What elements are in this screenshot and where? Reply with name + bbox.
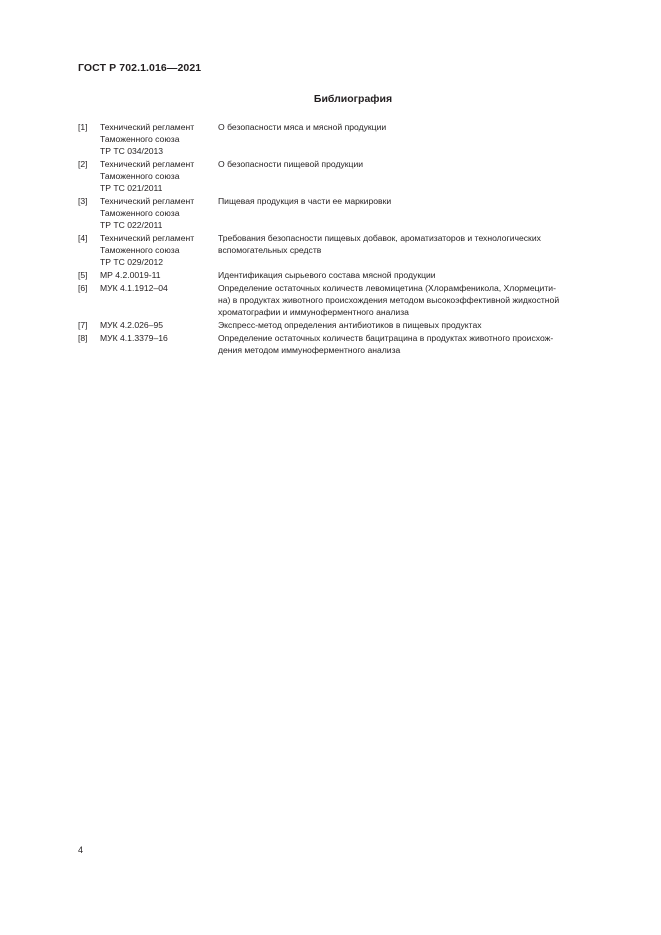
entry-source: МУК 4.1.1912–04 — [100, 283, 168, 293]
section-title: Библиография — [313, 93, 393, 105]
bibliography-entry — [78, 269, 616, 281]
entry-number: [8] — [78, 333, 88, 343]
entry-source: Технический регламент Таможенного союза ТР ТС 021/2011 — [100, 159, 195, 193]
entry-title: Определение остаточных количеств левомицетина (Хлорамфеникола, Хлормецити- на) в продуктах животного происхождения методом высокоэффективной жидкостной хроматографии и иммуноферментного анализа — [218, 283, 560, 317]
entry-source: МУК 4.2.026–95 — [100, 320, 164, 330]
entry-source: Технический регламент Таможенного союза ТР ТС 034/2013 — [100, 122, 195, 156]
entry-number: [1] — [78, 122, 88, 132]
document-id: ГОСТ Р 702.1.016—2021 — [78, 62, 202, 74]
entry-source: МР 4.2.0019-11 — [100, 270, 161, 280]
entry-title: О безопасности мяса и мясной продукции — [218, 122, 387, 132]
entry-number: [6] — [78, 283, 88, 293]
entry-number: [2] — [78, 159, 88, 169]
entry-source: МУК 4.1.3379–16 — [100, 333, 168, 343]
entry-number: [7] — [78, 320, 88, 330]
bibliography-entry — [78, 332, 616, 356]
entry-title: Определение остаточных количеств бацитрацина в продуктах животного происхож- дения методом иммуноферментного анализа — [218, 333, 554, 355]
entry-source: Технический регламент Таможенного союза ТР ТС 022/2011 — [100, 196, 195, 230]
page-number: 4 — [78, 845, 84, 855]
bibliography-entry — [78, 121, 616, 157]
entry-title: Экспресс-метод определения антибиотиков в пищевых продуктах — [218, 320, 482, 330]
bibliography-list — [78, 121, 616, 357]
entry-title: О безопасности пищевой продукции — [218, 159, 364, 169]
bibliography-entry — [78, 319, 616, 331]
bibliography-entry — [78, 195, 616, 231]
entry-source: Технический регламент Таможенного союза ТР ТС 029/2012 — [100, 233, 195, 267]
entry-number: [3] — [78, 196, 88, 206]
entry-number: [5] — [78, 270, 88, 280]
entry-title: Идентификация сырьевого состава мясной продукции — [218, 270, 436, 280]
entry-title: Требования безопасности пищевых добавок, ароматизаторов и технологических вспомогательных средств — [218, 233, 541, 255]
bibliography-entry — [78, 282, 616, 318]
bibliography-entry — [78, 158, 616, 194]
bibliography-entry — [78, 232, 616, 268]
entry-number: [4] — [78, 233, 88, 243]
entry-title: Пищевая продукция в части ее маркировки — [218, 196, 392, 206]
